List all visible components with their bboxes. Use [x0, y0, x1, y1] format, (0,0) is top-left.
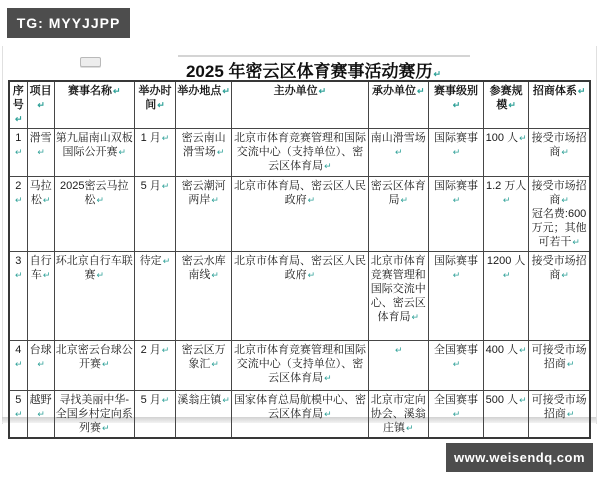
table-cell	[428, 177, 483, 252]
cell-text: 1 月	[140, 132, 161, 144]
paragraph-mark-icon: ↵	[324, 409, 332, 419]
paragraph-mark-icon: ↵	[452, 195, 461, 205]
cell-paragraph	[233, 393, 366, 421]
paragraph-mark-icon: ↵	[519, 395, 527, 405]
cell-text: 全国赛事	[433, 344, 478, 356]
cell-text: 密云区体育局	[370, 180, 426, 206]
cell-text: 4	[15, 344, 22, 356]
table-cell	[134, 391, 175, 439]
cell-paragraph	[56, 254, 133, 282]
paragraph-mark-icon: ↵	[222, 86, 230, 96]
cell-text: 举办时间	[138, 85, 172, 111]
paragraph-mark-icon: ↵	[502, 195, 511, 205]
cell-paragraph	[177, 179, 230, 207]
paragraph-mark-icon: ↵	[411, 312, 420, 322]
cell-text: 国际赛事	[433, 255, 478, 267]
table-cell	[27, 391, 54, 439]
cell-text: 接受市场招商	[531, 180, 587, 206]
cell-text: 3	[15, 255, 22, 267]
cell-paragraph	[56, 84, 133, 98]
table-cell	[27, 252, 54, 341]
events-table	[8, 80, 591, 439]
cell-paragraph	[136, 393, 174, 407]
paragraph-mark-icon: ↵	[561, 270, 569, 280]
table-cell	[9, 129, 27, 177]
cell-paragraph	[177, 393, 230, 407]
paragraph-mark-icon: ↵	[566, 409, 575, 419]
paragraph-mark-icon: ↵	[452, 100, 461, 110]
cell-text: 国家体育总局航模中心、密云区体育局	[233, 394, 366, 420]
cell-paragraph	[485, 179, 527, 207]
column-header	[176, 81, 232, 129]
paragraph-mark-icon: ↵	[161, 395, 170, 405]
table-cell	[428, 341, 483, 391]
cell-paragraph	[11, 254, 26, 282]
paragraph-mark-icon: ↵	[324, 161, 332, 171]
paragraph-mark-icon: ↵	[101, 359, 110, 369]
cell-text: 冠名费:600万元；其他可若干	[531, 208, 587, 248]
cell-paragraph	[370, 393, 427, 435]
table-row	[9, 129, 590, 177]
cell-text: 承办单位	[372, 85, 417, 97]
cell-paragraph	[29, 254, 53, 282]
cell-text: 主办单位	[273, 85, 318, 97]
cell-paragraph	[29, 393, 53, 421]
cell-paragraph	[485, 393, 527, 407]
paragraph-mark-icon: ↵	[15, 147, 23, 157]
cell-paragraph	[29, 131, 53, 159]
table-cell	[54, 252, 134, 341]
paragraph-mark-icon: ↵	[37, 359, 45, 369]
paragraph-mark-icon: ↵	[112, 86, 121, 96]
column-header	[529, 81, 590, 129]
cell-text: 国际赛事	[433, 132, 478, 144]
table-cell	[134, 129, 175, 177]
cell-paragraph	[430, 84, 482, 112]
table-row	[9, 391, 590, 439]
table-row	[9, 252, 590, 341]
table-cell	[232, 129, 368, 177]
paragraph-mark-icon: ↵	[15, 195, 23, 205]
paragraph-mark-icon: ↵	[15, 359, 23, 369]
cell-text: 全国赛事	[433, 394, 478, 406]
paragraph-mark-icon: ↵	[577, 86, 586, 96]
paragraph-mark-icon: ↵	[502, 270, 511, 280]
cell-paragraph	[530, 343, 588, 371]
cell-paragraph	[370, 84, 427, 98]
table-cell	[176, 252, 232, 341]
cell-paragraph	[29, 343, 53, 371]
paragraph-mark-icon: ↵	[318, 86, 327, 96]
paragraph-mark-icon: ↵	[395, 345, 403, 355]
cell-text: 滑雪	[29, 132, 52, 144]
cell-text: 溪翁庄镇	[177, 394, 222, 406]
cell-paragraph	[177, 84, 230, 98]
paragraph-mark-icon: ↵	[222, 395, 230, 405]
table-cell	[368, 177, 428, 252]
paragraph-mark-icon: ↵	[417, 86, 425, 96]
cell-paragraph	[530, 393, 588, 421]
cell-text: 待定	[139, 255, 162, 267]
paragraph-mark-icon: ↵	[161, 181, 170, 191]
paragraph-mark-icon: ↵	[452, 147, 461, 157]
cell-paragraph	[370, 131, 427, 159]
cell-text: 北京市定向协会、溪翁庄镇	[370, 394, 426, 434]
table-cell	[134, 177, 175, 252]
cell-text: 台球	[29, 344, 52, 356]
table-cell	[428, 391, 483, 439]
table-row	[9, 177, 590, 252]
paragraph-mark-icon: ↵	[395, 147, 403, 157]
paragraph-mark-icon: ↵	[42, 195, 51, 205]
cell-text: 国际赛事	[433, 180, 478, 192]
cell-text: 环北京自行车联赛	[55, 255, 133, 281]
cell-paragraph	[430, 254, 482, 282]
table-cell	[9, 252, 27, 341]
table-cell	[368, 129, 428, 177]
cell-text: 接受市场招商	[531, 255, 587, 281]
table-cell	[176, 341, 232, 391]
cell-text: 5	[15, 394, 22, 406]
cell-text: 密云区万象汇	[181, 344, 226, 370]
table-cell	[54, 177, 134, 252]
cell-text: 北京市体育竞赛管理和国际交流中心、密云区体育局	[370, 255, 426, 323]
cell-paragraph	[11, 131, 26, 159]
table-cell	[134, 341, 175, 391]
cell-text: 400 人	[485, 344, 519, 356]
table-cell	[27, 177, 54, 252]
column-header	[134, 81, 175, 129]
table-cell	[27, 341, 54, 391]
paragraph-mark-icon: ↵	[508, 100, 516, 110]
paragraph-mark-icon: ↵	[162, 256, 171, 266]
table-cell	[54, 391, 134, 439]
paragraph-mark-icon: ↵	[406, 423, 414, 433]
cell-paragraph	[136, 131, 174, 145]
cell-paragraph	[177, 131, 230, 159]
cell-text: 第九届南山双板国际公开赛	[55, 132, 133, 158]
table-cell	[368, 341, 428, 391]
table-cell	[484, 391, 529, 439]
cell-paragraph	[370, 343, 427, 357]
paragraph-mark-icon: ↵	[161, 345, 170, 355]
paragraph-mark-icon: ↵	[433, 69, 442, 79]
cell-text: 马拉松	[29, 180, 52, 206]
table-cell	[484, 177, 529, 252]
table-cell	[176, 391, 232, 439]
cell-paragraph	[430, 179, 482, 207]
cell-text: 自行车	[29, 255, 52, 281]
header-row	[9, 81, 590, 129]
paragraph-mark-icon: ↵	[211, 270, 219, 280]
cell-text: 南山滑雪场	[370, 132, 426, 144]
paragraph-mark-icon: ↵	[324, 373, 332, 383]
cell-text: 赛事名称	[67, 85, 112, 97]
cell-paragraph	[11, 393, 26, 421]
column-header	[428, 81, 483, 129]
column-header	[232, 81, 368, 129]
paragraph-mark-icon: ↵	[519, 133, 527, 143]
table-cell	[134, 252, 175, 341]
paragraph-mark-icon: ↵	[452, 409, 461, 419]
table-cell	[368, 252, 428, 341]
cell-paragraph	[233, 343, 366, 385]
cell-paragraph	[56, 179, 133, 207]
cell-paragraph	[29, 179, 53, 207]
page-title	[8, 57, 591, 82]
cell-paragraph	[177, 254, 230, 282]
cell-text: 参赛规模	[489, 85, 523, 111]
cell-text: 赛事级别	[433, 85, 478, 97]
paragraph-mark-icon: ↵	[561, 195, 569, 205]
paragraph-mark-icon: ↵	[400, 195, 409, 205]
table-cell	[232, 391, 368, 439]
cell-paragraph	[233, 254, 366, 282]
telegram-watermark-badge: TG: MYYJJPP	[7, 8, 130, 38]
table-cell	[484, 252, 529, 341]
table-cell	[484, 129, 529, 177]
cell-paragraph	[485, 84, 527, 112]
cell-text: 5 月	[140, 180, 161, 192]
cell-paragraph	[530, 84, 588, 98]
table-cell	[54, 129, 134, 177]
cell-text: 北京市体育局、密云区人民政府	[233, 180, 366, 206]
page-right-edge	[596, 46, 597, 424]
table-cell	[232, 341, 368, 391]
cell-text: 1.2 万人	[485, 180, 527, 192]
table-cell	[176, 129, 232, 177]
table-cell	[529, 252, 590, 341]
cell-text: 可接受市场招商	[531, 344, 587, 370]
table-cell	[176, 177, 232, 252]
cell-paragraph	[430, 393, 482, 421]
table-cell	[428, 252, 483, 341]
paragraph-mark-icon: ↵	[37, 409, 45, 419]
paragraph-mark-icon: ↵	[307, 195, 316, 205]
cell-paragraph	[56, 343, 133, 371]
cell-text: 1	[15, 132, 22, 144]
paragraph-mark-icon: ↵	[15, 114, 23, 124]
cell-paragraph	[233, 179, 366, 207]
cell-paragraph	[11, 179, 26, 207]
table-cell	[27, 129, 54, 177]
cell-paragraph	[233, 84, 366, 98]
cell-paragraph	[136, 254, 174, 268]
cell-paragraph	[233, 131, 366, 173]
paragraph-mark-icon: ↵	[572, 237, 580, 247]
table-cell	[529, 177, 590, 252]
cell-text: 5 月	[140, 394, 161, 406]
paragraph-mark-icon: ↵	[15, 409, 23, 419]
paragraph-mark-icon: ↵	[157, 100, 165, 110]
cell-paragraph	[485, 343, 527, 357]
cell-paragraph	[177, 343, 230, 371]
table-header	[9, 81, 590, 129]
paragraph-mark-icon: ↵	[307, 270, 316, 280]
cell-text: 北京市体育竞赛管理和国际交流中心（支持单位）、密云区体育局	[233, 132, 366, 172]
page-left-edge	[2, 46, 3, 424]
paragraph-mark-icon: ↵	[211, 195, 219, 205]
cell-paragraph	[530, 207, 588, 249]
paragraph-mark-icon: ↵	[452, 359, 461, 369]
paragraph-mark-icon: ↵	[519, 345, 527, 355]
cell-text: 2025密云马拉松	[60, 180, 129, 206]
table-cell	[484, 341, 529, 391]
cell-text: 北京密云台球公开赛	[55, 344, 133, 370]
cell-paragraph	[136, 343, 174, 357]
cell-paragraph	[11, 343, 26, 371]
table-body	[9, 129, 590, 439]
cell-text: 北京市体育局、密云区人民政府	[233, 255, 366, 281]
paragraph-mark-icon: ↵	[211, 359, 219, 369]
cell-text: 密云水库南线	[181, 255, 226, 281]
cell-paragraph	[430, 131, 482, 159]
cell-paragraph	[485, 254, 527, 282]
table-cell	[232, 252, 368, 341]
column-header	[27, 81, 54, 129]
table-cell	[232, 177, 368, 252]
table-cell	[9, 341, 27, 391]
cell-text: 越野	[29, 394, 52, 406]
paragraph-mark-icon: ↵	[566, 359, 575, 369]
cell-text: 寻找美丽中华-全国乡村定向系列赛	[55, 394, 133, 434]
cell-text: 2	[15, 180, 22, 192]
cell-text: 密云潮河两岸	[181, 180, 226, 206]
cell-text: 2 月	[140, 344, 161, 356]
cell-paragraph	[370, 254, 427, 324]
cell-paragraph	[530, 254, 588, 282]
paragraph-mark-icon: ↵	[216, 147, 225, 157]
page-title-text: 2025 年密云区体育赛事活动赛历	[185, 62, 433, 81]
paragraph-mark-icon: ↵	[561, 147, 569, 157]
table-cell	[9, 391, 27, 439]
column-header	[484, 81, 529, 129]
paragraph-mark-icon: ↵	[15, 270, 23, 280]
cell-paragraph	[11, 84, 26, 126]
website-watermark-badge: www.weisendq.com	[446, 443, 593, 472]
paragraph-mark-icon: ↵	[96, 195, 105, 205]
cell-paragraph	[56, 393, 133, 435]
cell-text: 招商体系	[532, 85, 577, 97]
cell-text: 500 人	[485, 394, 519, 406]
cell-paragraph	[56, 131, 133, 159]
cell-text: 序号	[12, 85, 24, 111]
paragraph-mark-icon: ↵	[161, 133, 170, 143]
cell-text: 北京市体育竞赛管理和国际交流中心（支持单位）、密云区体育局	[233, 344, 366, 384]
cell-text: 100 人	[485, 132, 519, 144]
table-cell	[9, 177, 27, 252]
paragraph-mark-icon: ↵	[37, 100, 45, 110]
cell-paragraph	[29, 84, 53, 112]
cell-paragraph	[370, 179, 427, 207]
cell-paragraph	[530, 179, 588, 207]
paragraph-mark-icon: ↵	[118, 147, 127, 157]
cell-paragraph	[485, 131, 527, 145]
cell-text: 项目	[29, 85, 52, 97]
column-header	[9, 81, 27, 129]
table-cell	[428, 129, 483, 177]
paragraph-mark-icon: ↵	[96, 270, 105, 280]
cell-text: 接受市场招商	[531, 132, 587, 158]
paragraph-mark-icon: ↵	[101, 423, 110, 433]
cell-text: 密云南山滑雪场	[181, 132, 226, 158]
table-cell	[529, 341, 590, 391]
table-cell	[368, 391, 428, 439]
table-cell	[529, 129, 590, 177]
table-row	[9, 341, 590, 391]
cell-text: 举办地点	[177, 85, 222, 97]
table-cell	[529, 391, 590, 439]
paragraph-mark-icon: ↵	[452, 270, 461, 280]
column-header	[368, 81, 428, 129]
table-cell	[54, 341, 134, 391]
cell-paragraph	[136, 179, 174, 193]
cell-paragraph	[530, 131, 588, 159]
paragraph-mark-icon: ↵	[42, 270, 51, 280]
cell-paragraph	[136, 84, 174, 112]
cell-text: 可接受市场招商	[531, 394, 587, 420]
cell-text: 1200 人	[486, 255, 526, 267]
paragraph-mark-icon: ↵	[37, 147, 45, 157]
cell-paragraph	[430, 343, 482, 371]
column-header	[54, 81, 134, 129]
